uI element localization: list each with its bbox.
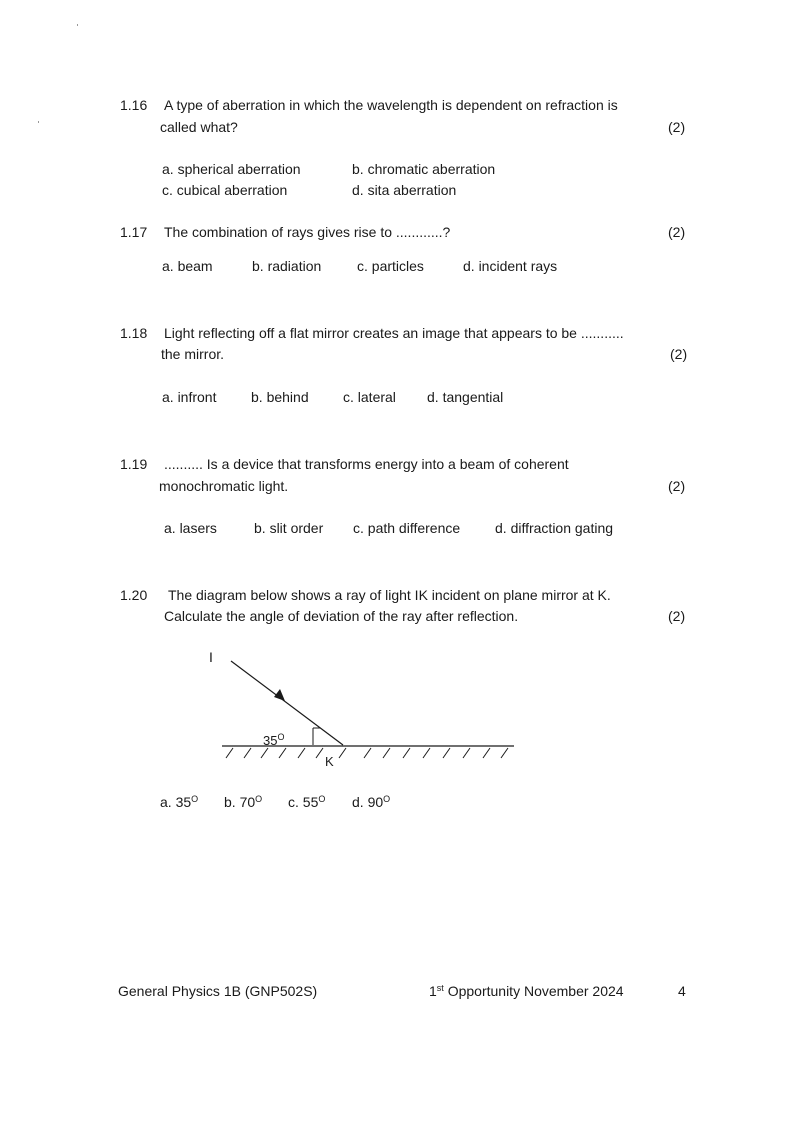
option-c: c. $55^O$: [288, 794, 326, 810]
option-d: d. diffraction gating: [495, 520, 614, 536]
option-d: d. incident rays: [463, 258, 558, 274]
question-text: Light reflecting off a flat mirror creates an image that appears to be ...........: [164, 325, 624, 341]
option-c: c. lateral: [343, 389, 396, 405]
option-b: b. chromatic aberration: [352, 161, 496, 177]
question-number: 1.17: [120, 224, 148, 240]
option-a: a. $35^O$: [160, 794, 199, 810]
option-a: a. infront: [162, 389, 217, 405]
question-text: The combination of rays gives rise to ............?: [164, 224, 451, 240]
question-number: 1.16: [120, 97, 148, 113]
question-text: Calculate the angle of deviation of the ray after reflection.: [164, 608, 519, 624]
option-a: a. spherical aberration: [162, 161, 301, 177]
ray-label-i: I: [209, 649, 213, 665]
marks-allocation: (2): [668, 224, 686, 240]
angle-label: $35^O$: [263, 732, 285, 748]
option-b: b. radiation: [252, 258, 322, 274]
question-text: A type of aberration in which the wavelength is dependent on refraction is: [164, 97, 618, 113]
question-text: The diagram below shows a ray of light IK incident on plane mirror at K.: [168, 587, 611, 603]
option-d: d. sita aberration: [352, 182, 457, 198]
option-d: d. $90^O$: [352, 794, 391, 810]
question-number: 1.20: [120, 587, 148, 603]
option-c: c. cubical aberration: [162, 182, 288, 198]
option-c: c. path difference: [353, 520, 461, 536]
ray-direction-arrow: [274, 689, 285, 701]
question-text: called what?: [160, 119, 238, 135]
question-text: monochromatic light.: [159, 478, 289, 494]
option-b: b. $70^O$: [224, 794, 263, 810]
option-a: a. lasers: [164, 520, 217, 536]
footer-opportunity: 1st Opportunity November 2024: [429, 983, 624, 999]
option-a: a. beam: [162, 258, 213, 274]
incident-ray: [231, 661, 343, 745]
marks-allocation: (2): [668, 119, 686, 135]
marks-allocation: (2): [668, 608, 686, 624]
normal-mark: [313, 728, 320, 745]
option-b: b. behind: [251, 389, 309, 405]
marks-allocation: (2): [668, 478, 686, 494]
page-number: 4: [678, 983, 686, 999]
option-c: c. particles: [357, 258, 424, 274]
question-text: .......... Is a device that transforms energy into a beam of coherent: [164, 456, 569, 472]
question-number: 1.19: [120, 456, 148, 472]
point-label-k: K: [325, 754, 334, 769]
option-d: d. tangential: [427, 389, 504, 405]
question-text: the mirror.: [161, 346, 225, 362]
option-b: b. slit order: [254, 520, 324, 536]
marks-allocation: (2): [670, 346, 688, 362]
footer-course: General Physics 1B (GNP502S): [118, 983, 318, 999]
question-number: 1.18: [120, 325, 148, 341]
